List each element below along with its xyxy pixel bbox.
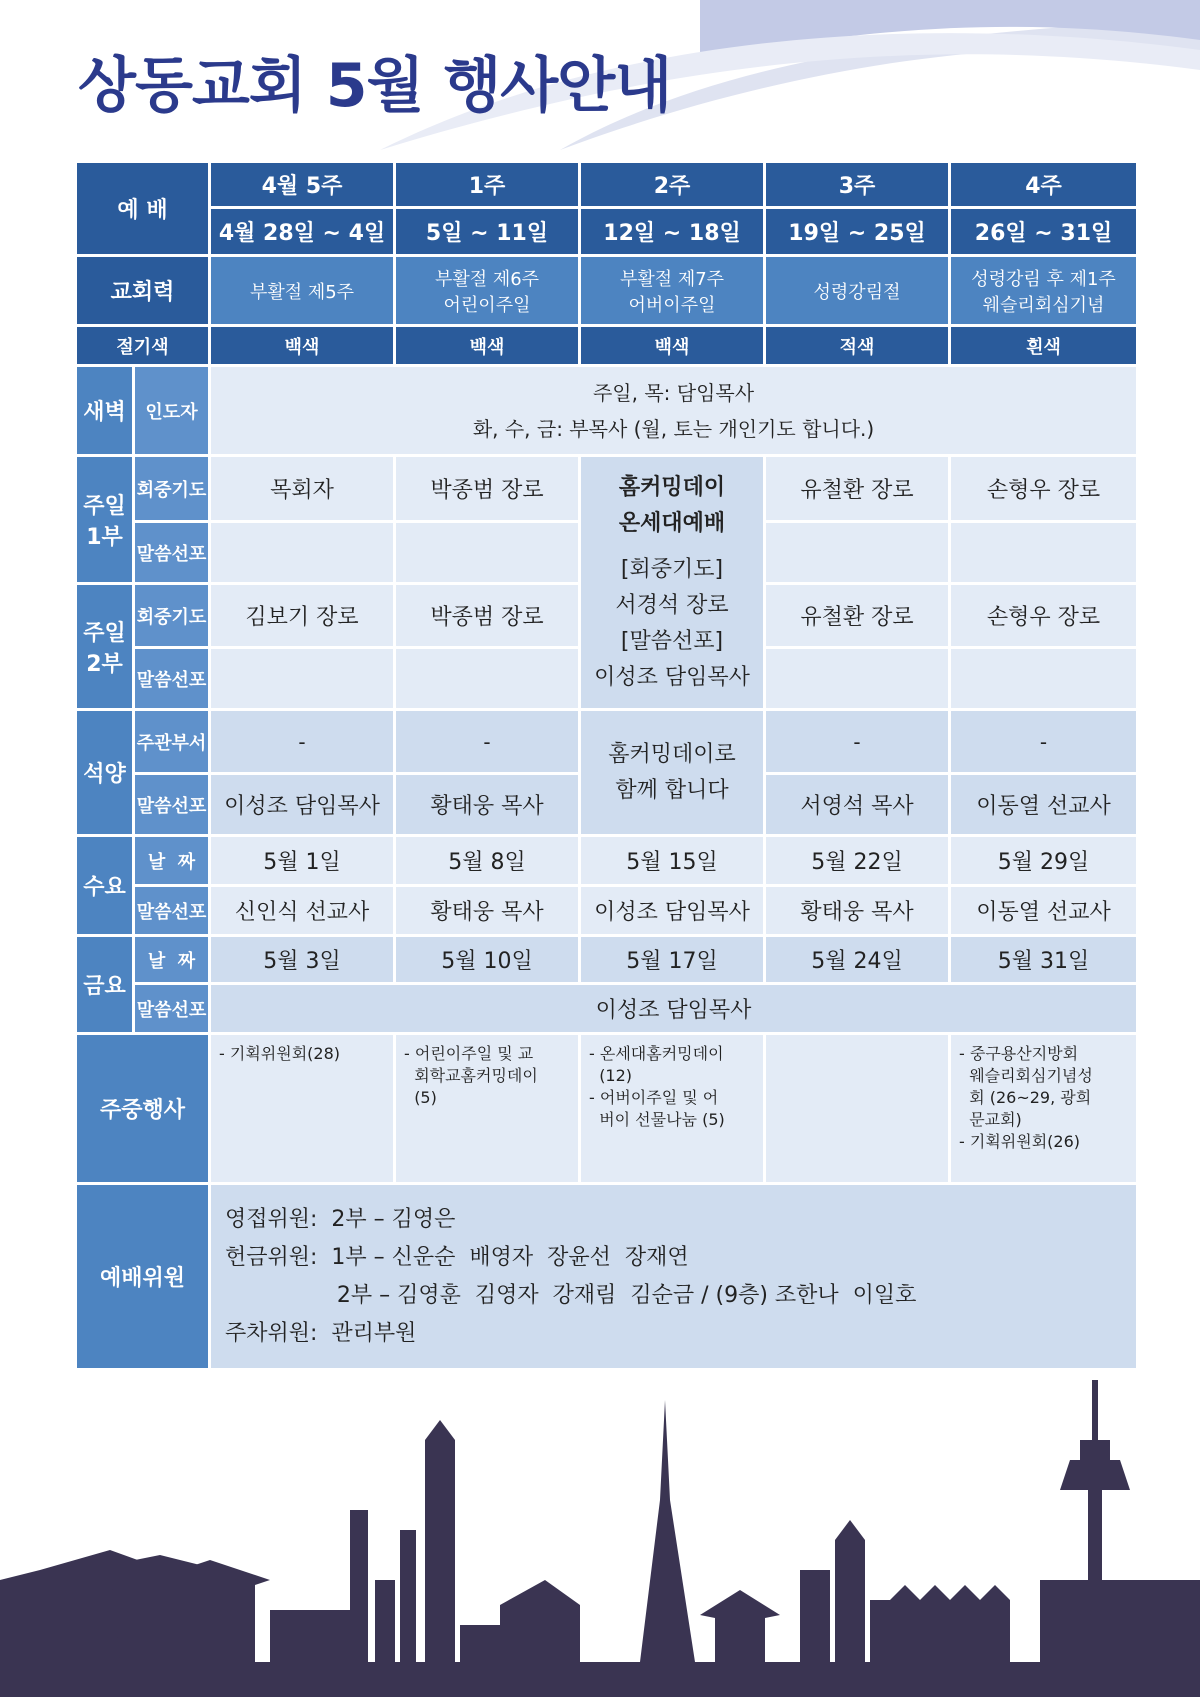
- season-color-cell: 백색: [210, 326, 395, 366]
- wednesday-sermon-label: 말씀선포: [134, 886, 210, 936]
- sermon-cell: 서영석 목사: [765, 774, 950, 836]
- dawn-sub-label: 인도자: [134, 366, 210, 456]
- week-range: 4월 28일 ~ 4일: [210, 208, 395, 256]
- season-color-cell: 흰색: [950, 326, 1138, 366]
- date-cell: 5월 29일: [950, 836, 1138, 886]
- sunday2-prayer-label: 회중기도: [134, 584, 210, 648]
- week-range: 12일 ~ 18일: [580, 208, 765, 256]
- empty-cell: [395, 648, 580, 710]
- committee-line: 2부 – 김영훈 김영자 강재림 김순금 / (9층) 조한나 이일호: [225, 1282, 917, 1308]
- homecoming-merged-cell: 홈커밍데이 온세대예배 [회중기도] 서경석 장로 [말씀선포] 이성조 담임목사: [580, 456, 765, 710]
- committee-label: 예배위원: [76, 1184, 210, 1370]
- committee-row: [76, 1184, 1138, 1370]
- empty-cell: [950, 648, 1138, 710]
- date-range-row: [76, 208, 1138, 256]
- sermon-cell: 이동열 선교사: [950, 886, 1138, 936]
- dept-cell: -: [210, 710, 395, 774]
- week-label: 1주: [395, 162, 580, 208]
- prayer-cell: 유철환 장로: [765, 584, 950, 648]
- wednesday-label: 수요: [76, 836, 134, 936]
- wednesday-sermon-row: [76, 886, 1138, 936]
- evening-dept-row: [76, 710, 1138, 774]
- committee-line: 영접위원: 2부 – 김영은: [225, 1206, 456, 1232]
- calendar-cell: 부활절 제6주 어린이주일: [395, 256, 580, 326]
- dawn-leaders: 주일, 목: 담임목사 화, 수, 금: 부목사 (월, 토는 개인기도 합니다.): [210, 366, 1138, 456]
- friday-sermon-row: [76, 984, 1138, 1034]
- events-cell-empty: [765, 1034, 950, 1184]
- evening-label: 석양: [76, 710, 134, 836]
- events-label: 주중행사: [76, 1034, 210, 1184]
- sunday2-sermon-label: 말씀선포: [134, 648, 210, 710]
- schedule-table: [74, 160, 1139, 1371]
- dawn-label: 새벽: [76, 366, 134, 456]
- calendar-cell: 성령강림절: [765, 256, 950, 326]
- empty-cell: [210, 648, 395, 710]
- prayer-cell: 손형우 장로: [950, 584, 1138, 648]
- sunday1-sermon-label: 말씀선포: [134, 522, 210, 584]
- week-range: 19일 ~ 25일: [765, 208, 950, 256]
- friday-label: 금요: [76, 936, 134, 1034]
- committee-cell: [210, 1184, 1138, 1370]
- sermon-cell: 황태웅 목사: [765, 886, 950, 936]
- calendar-row: [76, 256, 1138, 326]
- empty-cell: [765, 648, 950, 710]
- week-range: 26일 ~ 31일: [950, 208, 1138, 256]
- prayer-cell: 김보기 장로: [210, 584, 395, 648]
- sermon-cell: 황태웅 목사: [395, 774, 580, 836]
- season-color-cell: 백색: [580, 326, 765, 366]
- date-cell: 5월 15일: [580, 836, 765, 886]
- season-color-label: 절기색: [76, 326, 210, 366]
- season-color-cell: 백색: [395, 326, 580, 366]
- week-label: 4월 5주: [210, 162, 395, 208]
- events-row: [76, 1034, 1138, 1184]
- sunday2-label: 주일 2부: [76, 584, 134, 710]
- dawn-row: [76, 366, 1138, 456]
- sunday1-prayer-label: 회중기도: [134, 456, 210, 522]
- prayer-cell: 유철환 장로: [765, 456, 950, 522]
- calendar-cell: 부활절 제5주: [210, 256, 395, 326]
- sunday1-prayer-row: [76, 456, 1138, 522]
- empty-cell: [950, 522, 1138, 584]
- date-cell: 5월 10일: [395, 936, 580, 984]
- week-header-row: [76, 162, 1138, 208]
- evening-dept-label: 주관부서: [134, 710, 210, 774]
- season-color-cell: 적색: [765, 326, 950, 366]
- dept-cell: -: [950, 710, 1138, 774]
- sermon-cell: 이동열 선교사: [950, 774, 1138, 836]
- city-skyline-illustration: [0, 1380, 1200, 1697]
- calendar-cell: 부활절 제7주 어버이주일: [580, 256, 765, 326]
- season-color-row: [76, 326, 1138, 366]
- friday-sermon-label: 말씀선포: [134, 984, 210, 1034]
- events-cell: - 온세대홈커밍데이 (12) - 어버이주일 및 어 버이 선물나눔 (5): [580, 1034, 765, 1184]
- friday-date-label: 날 짜: [134, 936, 210, 984]
- wednesday-date-label: 날 짜: [134, 836, 210, 886]
- sermon-cell: 이성조 담임목사: [210, 774, 395, 836]
- dept-cell: -: [395, 710, 580, 774]
- evening-merged-cell: 홈커밍데이로 함께 합니다: [580, 710, 765, 836]
- empty-cell: [395, 522, 580, 584]
- date-cell: 5월 3일: [210, 936, 395, 984]
- calendar-label: 교회력: [76, 256, 210, 326]
- date-cell: 5월 1일: [210, 836, 395, 886]
- date-cell: 5월 24일: [765, 936, 950, 984]
- empty-cell: [765, 522, 950, 584]
- prayer-cell: 손형우 장로: [950, 456, 1138, 522]
- events-cell: - 기획위원회(28): [210, 1034, 395, 1184]
- sermon-cell: 이성조 담임목사: [580, 886, 765, 936]
- events-cell: - 어린이주일 및 교 회학교홈커밍데이 (5): [395, 1034, 580, 1184]
- empty-cell: [210, 522, 395, 584]
- events-cell: - 중구용산지방회 웨슬리회심기념성 회 (26~29, 광희 문교회) - 기획위원회(26): [950, 1034, 1138, 1184]
- week-label: 3주: [765, 162, 950, 208]
- prayer-cell: 박종범 장로: [395, 584, 580, 648]
- page-title: 상동교회 5월 행사안내: [78, 51, 672, 121]
- friday-date-row: [76, 936, 1138, 984]
- week-label: 2주: [580, 162, 765, 208]
- calendar-cell: 성령강림 후 제1주 웨슬리회심기념: [950, 256, 1138, 326]
- date-cell: 5월 22일: [765, 836, 950, 886]
- friday-sermon-cell: 이성조 담임목사: [210, 984, 1138, 1034]
- sermon-cell: 신인식 선교사: [210, 886, 395, 936]
- date-cell: 5월 17일: [580, 936, 765, 984]
- sunday1-label: 주일 1부: [76, 456, 134, 584]
- dept-cell: -: [765, 710, 950, 774]
- worship-label: 예 배: [76, 162, 210, 256]
- committee-line: 헌금위원: 1부 – 신운순 배영자 장윤선 장재연: [225, 1244, 689, 1270]
- week-range: 5일 ~ 11일: [395, 208, 580, 256]
- prayer-cell: 박종범 장로: [395, 456, 580, 522]
- date-cell: 5월 31일: [950, 936, 1138, 984]
- evening-sermon-label: 말씀선포: [134, 774, 210, 836]
- committee-line: 주차위원: 관리부원: [225, 1320, 417, 1346]
- sermon-cell: 황태웅 목사: [395, 886, 580, 936]
- week-label: 4주: [950, 162, 1138, 208]
- wednesday-date-row: [76, 836, 1138, 886]
- prayer-cell: 목회자: [210, 456, 395, 522]
- date-cell: 5월 8일: [395, 836, 580, 886]
